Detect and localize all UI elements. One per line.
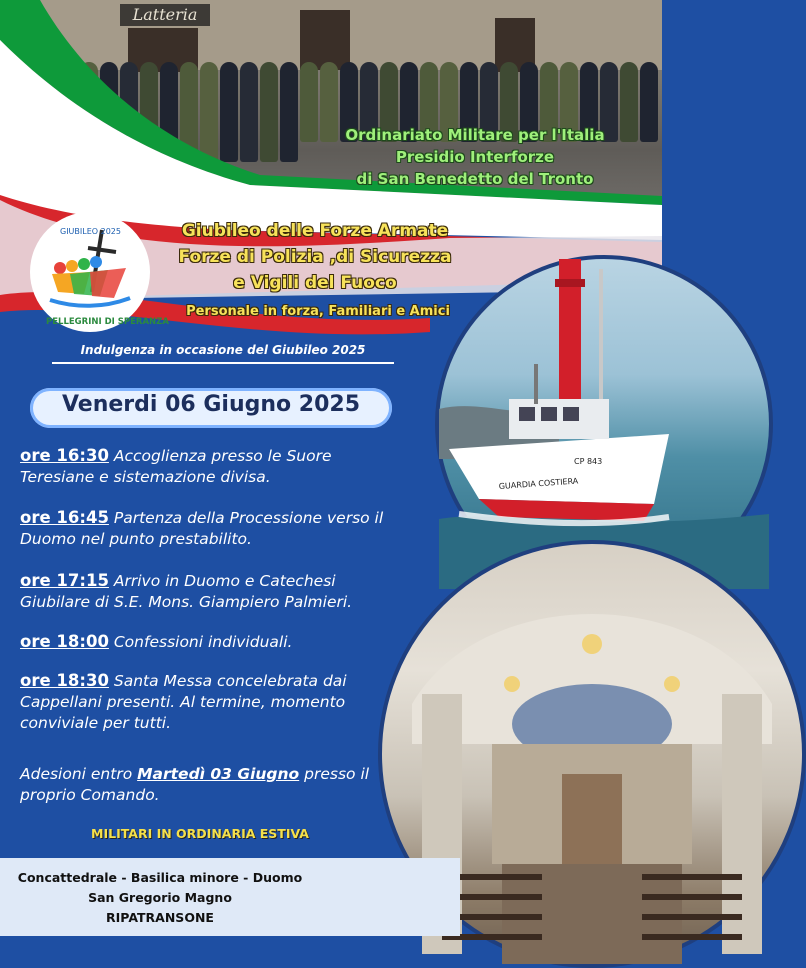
schedule-text: Partenza della Processione verso il Duomo nel punto prestabilito.	[20, 509, 384, 548]
boat-label: GUARDIA COSTIERA	[498, 476, 579, 491]
schedule-time: ore 18:00	[20, 632, 109, 651]
indulgence-note: Indulgenza in occasione del Giubileo 2025	[80, 343, 366, 357]
venue-block	[0, 868, 320, 928]
schedule-text: Confessioni individuali.	[108, 633, 293, 651]
schedule-item	[20, 631, 390, 653]
venue-line: Concattedrale - Basilica minore - Duomo	[17, 870, 303, 885]
event-title	[150, 218, 480, 296]
schedule-text: Santa Messa concelebrata dai Cappellani presenti. Al termine, momento conviviale per tutti.	[20, 672, 347, 732]
title-line: Giubileo delle Forze Armate	[181, 221, 449, 241]
schedule-text: Accoglienza presso le Suore Teresiane e sistemazione divisa.	[20, 447, 332, 486]
shop-sign: Latteria	[120, 4, 210, 26]
organizer-line: di San Benedetto del Tronto	[356, 170, 594, 188]
logo-bottom-text: PELLEGRINI DI SPERANZA	[46, 317, 169, 327]
title-line: e Vigili del Fuoco	[233, 273, 397, 293]
schedule-item	[20, 507, 390, 550]
schedule-text: Arrivo in Duomo e Catechesi Giubilare di S.E. Mons. Giampiero Palmieri.	[20, 572, 353, 611]
jubilee-logo	[30, 212, 169, 332]
dress-code: MILITARI IN ORDINARIA ESTIVA	[91, 826, 309, 841]
pilgrims-logo-icon	[30, 212, 169, 332]
schedule-time: ore 16:30	[20, 446, 109, 465]
schedule-item	[20, 570, 390, 613]
venue-line: RIPATRANSONE	[106, 910, 214, 925]
registration-text: Adesioni entro	[20, 765, 138, 783]
event-subtitle: Personale in forza, Familiari e Amici	[186, 304, 450, 319]
venue-line: San Gregorio Magno	[88, 890, 232, 905]
organizer-line: Ordinariato Militare per l'Italia	[345, 126, 605, 144]
registration-note	[20, 764, 370, 806]
logo-top-text: GIUBILEO 2025	[60, 227, 121, 236]
title-line: Forze di Polizia ,di Sicurezza	[178, 247, 452, 267]
schedule-time: ore 16:45	[20, 508, 109, 527]
schedule-item	[20, 445, 390, 488]
organizer-line: Presidio Interforze	[395, 148, 555, 166]
registration-deadline: Martedì 03 Giugno	[137, 765, 300, 783]
organizer-block	[300, 124, 650, 190]
divider	[52, 362, 394, 364]
schedule-item	[20, 670, 390, 734]
schedule-time: ore 17:15	[20, 571, 109, 590]
registration-text: presso il proprio Comando.	[20, 765, 370, 804]
boat-number: CP 843	[574, 457, 603, 466]
event-date: Venerdi 06 Giugno 2025	[61, 392, 361, 417]
schedule-time: ore 18:30	[20, 671, 109, 690]
